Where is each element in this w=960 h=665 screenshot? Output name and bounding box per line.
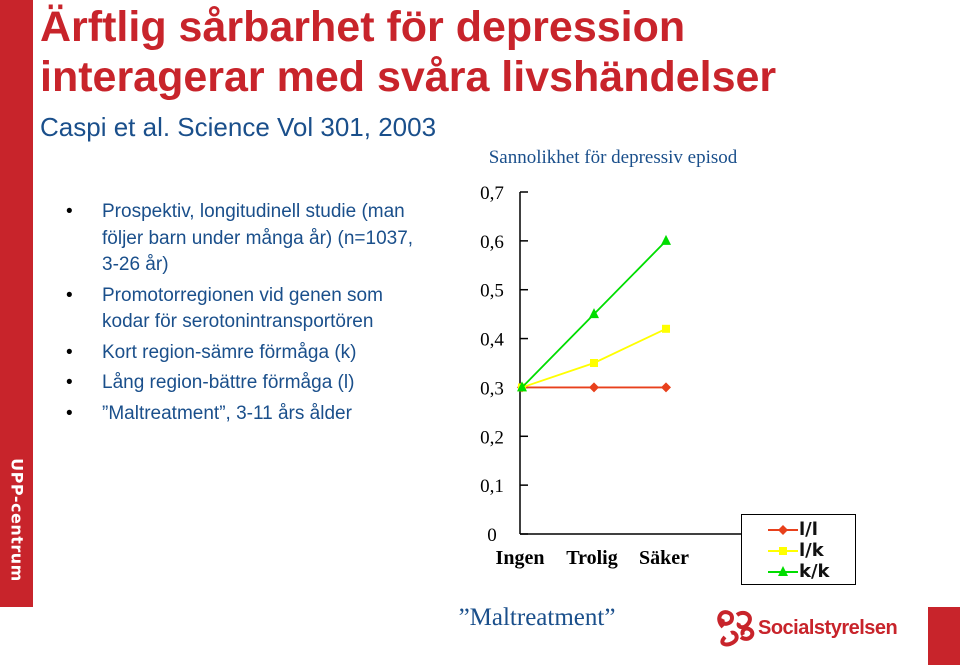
legend-swatch-diamond xyxy=(768,520,798,540)
page-title xyxy=(40,2,776,102)
data-point xyxy=(662,325,670,333)
bullet-marker: • xyxy=(66,402,73,424)
bullet-marker: • xyxy=(66,284,73,306)
bullet-item xyxy=(66,401,426,428)
bullet-item xyxy=(66,199,426,279)
legend-item-ll xyxy=(742,520,855,540)
y-tick-label: 0,1 xyxy=(480,476,504,498)
y-tick-label: 0,2 xyxy=(480,427,504,449)
data-point xyxy=(590,359,598,367)
citation: Caspi et al. Science Vol 301, 2003 xyxy=(40,112,437,142)
bullet-text: Promotorregionen vid genen som kodar för serotonintransportören xyxy=(102,284,383,332)
legend-item-lk xyxy=(742,541,855,561)
y-tick-label: 0,3 xyxy=(480,378,504,400)
data-point xyxy=(661,382,671,392)
title-line-2: interagerar med svåra livshändelser xyxy=(40,53,777,101)
title-line-1: Ärftlig sårbarhet för depression xyxy=(40,3,686,51)
x-axis-title: ”Maltreatment” xyxy=(458,604,616,631)
bullet-marker: • xyxy=(66,201,73,222)
sidebar xyxy=(0,0,33,607)
x-tick-label: Säker xyxy=(639,547,689,569)
legend-item-kk xyxy=(742,562,855,582)
y-tick-label: 0 xyxy=(487,525,497,546)
bullet-item xyxy=(66,370,426,397)
bullet-list xyxy=(66,199,426,431)
legend-swatch-square xyxy=(768,541,798,561)
sidebar-label: UPP-centrum xyxy=(7,458,27,582)
y-tick-label: 0,4 xyxy=(480,329,504,351)
y-tick-label: 0,7 xyxy=(480,183,504,204)
legend-swatch-triangle xyxy=(768,562,798,582)
legend-label: l/l xyxy=(799,519,818,540)
bullet-marker: • xyxy=(66,372,73,393)
x-tick-label: Ingen xyxy=(495,547,545,569)
data-point xyxy=(589,382,599,392)
chart-marks xyxy=(480,183,689,569)
y-tick-label: 0,6 xyxy=(480,231,504,253)
bullet-item xyxy=(66,340,426,367)
bullet-text: Kort region-sämre förmåga (k) xyxy=(102,341,357,363)
y-tick-label: 0,5 xyxy=(480,280,504,302)
bullet-text: Prospektiv, longitudinell studie (man följer barn under många år) (n=1037, 3-26 år) xyxy=(102,201,414,275)
corner-decoration xyxy=(928,607,960,665)
chart-title: Sannolikhet för depressiv episod xyxy=(488,147,738,168)
legend-label: k/k xyxy=(799,561,830,582)
series-line-lk xyxy=(522,329,666,388)
bullet-text: ”Maltreatment”, 3-11 års ålder xyxy=(102,402,352,424)
legend-label: l/k xyxy=(799,540,824,561)
line-chart xyxy=(440,140,780,640)
x-tick-label: Trolig xyxy=(566,547,618,569)
socialstyrelsen-emblem-icon xyxy=(715,607,757,647)
bullet-item xyxy=(66,283,426,336)
bullet-text: Lång region-bättre förmåga (l) xyxy=(102,372,355,393)
logo-text: Socialstyrelsen xyxy=(758,617,898,639)
socialstyrelsen-logo xyxy=(715,607,915,647)
chart-legend xyxy=(741,514,856,585)
bullet-marker: • xyxy=(66,341,73,363)
data-point xyxy=(661,235,671,245)
